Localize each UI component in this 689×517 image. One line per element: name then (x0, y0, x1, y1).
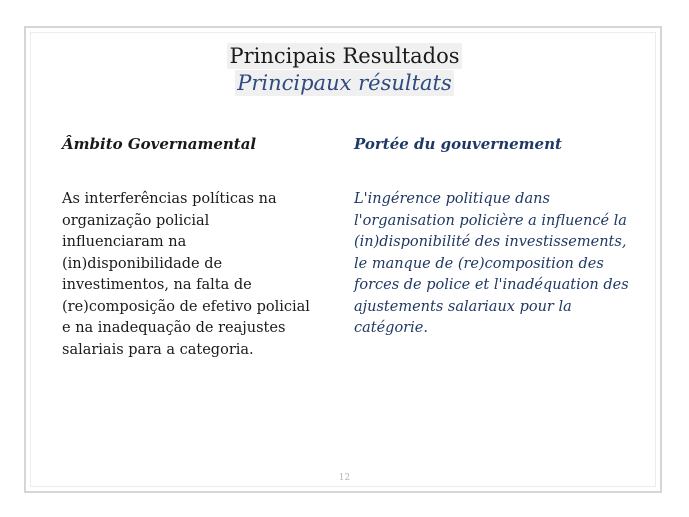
title-block (0, 43, 689, 96)
title-portuguese: Principais Resultados (229, 44, 460, 68)
column-portuguese (62, 134, 312, 361)
body-portuguese: As interferências políticas na organização policial influenciaram na (in)disponibilidade de investimentos, na falta de (re)composição de efetivo policial e na inadequação de reajustes salariais para a categoria. (62, 191, 310, 358)
body-french: L'ingérence politique dans l'organisation policière a influencé la (in)disponibilité des investissements, le manque de (re)composition des forces de police et l'inadéquation des ajustements salariaux pour la catégorie. (354, 191, 629, 336)
title-french: Principaux résultats (237, 71, 452, 95)
heading-french: Portée du gouvernement (354, 135, 562, 153)
column-french (354, 134, 634, 340)
heading-portuguese: Âmbito Governamental (62, 135, 257, 153)
page-number: 12 (338, 473, 351, 483)
